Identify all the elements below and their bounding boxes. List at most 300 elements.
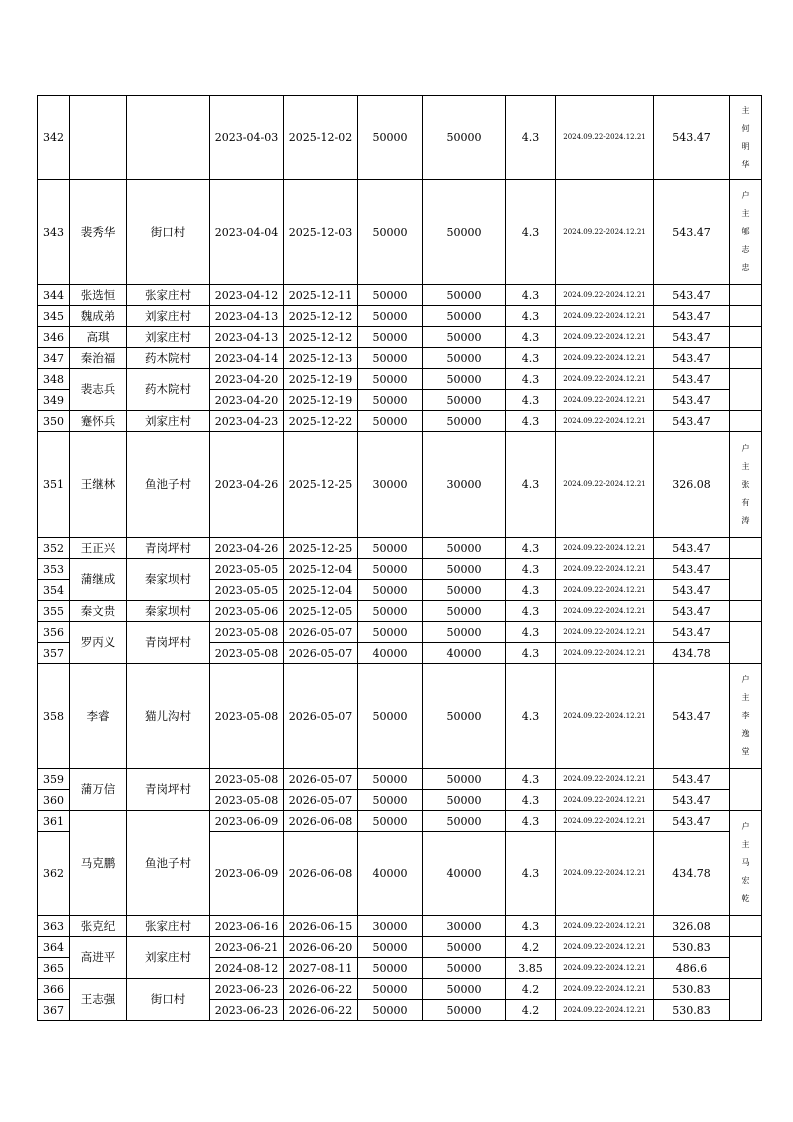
interest-period-cell: 2024.09.22-2024.12.21 xyxy=(556,832,654,916)
loan-balance-cell: 50000 xyxy=(423,411,506,432)
interest-amount-cell: 543.47 xyxy=(654,369,730,390)
loan-balance-cell: 50000 xyxy=(423,622,506,643)
remark-char: 何 xyxy=(741,123,750,133)
interest-amount-cell: 543.47 xyxy=(654,96,730,180)
table-row xyxy=(38,811,762,832)
interest-rate-cell: 4.3 xyxy=(506,790,556,811)
loan-amount-cell: 30000 xyxy=(358,916,423,937)
start-date-cell: 2023-05-05 xyxy=(210,580,284,601)
end-date-cell: 2025-12-13 xyxy=(284,348,358,369)
remark-char: 宏 xyxy=(741,876,750,885)
interest-period-cell: 2024.09.22-2024.12.21 xyxy=(556,601,654,622)
loan-balance-cell: 50000 xyxy=(423,369,506,390)
start-date-cell: 2023-06-09 xyxy=(210,811,284,832)
table-row xyxy=(38,937,762,958)
end-date-cell: 2025-12-22 xyxy=(284,411,358,432)
start-date-cell: 2024-08-12 xyxy=(210,958,284,979)
interest-rate-cell: 4.3 xyxy=(506,348,556,369)
interest-rate-cell: 4.3 xyxy=(506,916,556,937)
interest-period-cell: 2024.09.22-2024.12.21 xyxy=(556,979,654,1000)
interest-rate-cell: 4.3 xyxy=(506,538,556,559)
interest-amount-cell: 530.83 xyxy=(654,979,730,1000)
table-row xyxy=(38,285,762,306)
remark-char: 华 xyxy=(741,159,750,169)
end-date-cell: 2026-05-07 xyxy=(284,790,358,811)
interest-amount-cell: 434.78 xyxy=(654,643,730,664)
loan-amount-cell: 40000 xyxy=(358,832,423,916)
interest-rate-cell: 4.2 xyxy=(506,937,556,958)
interest-rate-cell: 4.3 xyxy=(506,180,556,285)
loan-balance-cell: 50000 xyxy=(423,538,506,559)
row-number-cell: 354 xyxy=(38,580,70,601)
loan-balance-cell: 50000 xyxy=(423,937,506,958)
start-date-cell: 2023-05-08 xyxy=(210,769,284,790)
interest-period-cell: 2024.09.22-2024.12.21 xyxy=(556,559,654,580)
interest-rate-cell: 4.3 xyxy=(506,811,556,832)
loan-amount-cell: 40000 xyxy=(358,643,423,664)
row-number-cell: 346 xyxy=(38,327,70,348)
row-number-cell: 360 xyxy=(38,790,70,811)
start-date-cell: 2023-05-06 xyxy=(210,601,284,622)
remark-cell xyxy=(730,306,762,327)
interest-rate-cell: 4.2 xyxy=(506,979,556,1000)
table-row xyxy=(38,369,762,390)
village-cell: 青岗坪村 xyxy=(127,622,210,664)
remark-cell xyxy=(730,979,762,1021)
remark-char: 主 xyxy=(741,840,750,849)
loan-amount-cell: 50000 xyxy=(358,559,423,580)
interest-rate-cell: 4.3 xyxy=(506,643,556,664)
end-date-cell: 2026-06-08 xyxy=(284,811,358,832)
loan-balance-cell: 50000 xyxy=(423,811,506,832)
remark-char: 涛 xyxy=(741,515,750,525)
interest-period-cell: 2024.09.22-2024.12.21 xyxy=(556,580,654,601)
loan-balance-cell: 50000 xyxy=(423,664,506,769)
village-cell: 药木院村 xyxy=(127,369,210,411)
start-date-cell: 2023-04-12 xyxy=(210,285,284,306)
remark-char: 主 xyxy=(741,209,750,218)
interest-amount-cell: 543.47 xyxy=(654,327,730,348)
borrower-name-cell: 蹇怀兵 xyxy=(70,411,127,432)
interest-period-cell: 2024.09.22-2024.12.21 xyxy=(556,327,654,348)
interest-amount-cell: 543.47 xyxy=(654,580,730,601)
table-row xyxy=(38,601,762,622)
loan-balance-cell: 30000 xyxy=(423,916,506,937)
table-row xyxy=(38,327,762,348)
interest-rate-cell: 4.3 xyxy=(506,769,556,790)
loan-amount-cell: 50000 xyxy=(358,811,423,832)
row-number-cell: 355 xyxy=(38,601,70,622)
village-cell: 刘家庄村 xyxy=(127,411,210,432)
row-number-cell: 347 xyxy=(38,348,70,369)
start-date-cell: 2023-05-08 xyxy=(210,643,284,664)
interest-amount-cell: 530.83 xyxy=(654,937,730,958)
loan-balance-cell: 50000 xyxy=(423,790,506,811)
remark-char: 主 xyxy=(741,105,750,115)
interest-rate-cell: 4.2 xyxy=(506,1000,556,1021)
remark-char: 户 xyxy=(741,191,750,200)
remark-char: 主 xyxy=(741,693,750,702)
end-date-cell: 2025-12-11 xyxy=(284,285,358,306)
interest-rate-cell: 4.3 xyxy=(506,664,556,769)
interest-rate-cell: 4.3 xyxy=(506,96,556,180)
start-date-cell: 2023-05-08 xyxy=(210,622,284,643)
interest-rate-cell: 4.3 xyxy=(506,306,556,327)
interest-rate-cell: 4.3 xyxy=(506,432,556,538)
interest-period-cell: 2024.09.22-2024.12.21 xyxy=(556,1000,654,1021)
village-cell: 张家庄村 xyxy=(127,285,210,306)
start-date-cell: 2023-04-04 xyxy=(210,180,284,285)
row-number-cell: 356 xyxy=(38,622,70,643)
borrower-name-cell: 王正兴 xyxy=(70,538,127,559)
remark-char: 户 xyxy=(741,675,750,684)
row-number-cell: 367 xyxy=(38,1000,70,1021)
borrower-name-cell: 蒲继成 xyxy=(70,559,127,601)
loan-balance-cell: 50000 xyxy=(423,306,506,327)
borrower-name-cell: 裴志兵 xyxy=(70,369,127,411)
end-date-cell: 2026-06-22 xyxy=(284,1000,358,1021)
interest-period-cell: 2024.09.22-2024.12.21 xyxy=(556,790,654,811)
table-row xyxy=(38,411,762,432)
loan-amount-cell: 50000 xyxy=(358,96,423,180)
table-row xyxy=(38,916,762,937)
village-cell: 猫儿沟村 xyxy=(127,664,210,769)
end-date-cell: 2025-12-19 xyxy=(284,390,358,411)
loan-amount-cell: 50000 xyxy=(358,664,423,769)
loan-balance-cell: 40000 xyxy=(423,832,506,916)
loan-amount-cell: 50000 xyxy=(358,1000,423,1021)
interest-rate-cell: 4.3 xyxy=(506,285,556,306)
start-date-cell: 2023-06-16 xyxy=(210,916,284,937)
remark-cell xyxy=(730,622,762,664)
end-date-cell: 2026-06-15 xyxy=(284,916,358,937)
village-cell: 青岗坪村 xyxy=(127,538,210,559)
village-cell: 鱼池子村 xyxy=(127,811,210,916)
remark-char: 有 xyxy=(741,497,750,507)
borrower-name-cell: 张选恒 xyxy=(70,285,127,306)
row-number-cell: 357 xyxy=(38,643,70,664)
loan-balance-cell: 40000 xyxy=(423,643,506,664)
remark-cell xyxy=(730,811,762,916)
loan-balance-cell: 50000 xyxy=(423,180,506,285)
remark-char: 乾 xyxy=(741,894,750,903)
table-body xyxy=(38,96,762,1021)
loan-amount-cell: 50000 xyxy=(358,327,423,348)
loan-amount-cell: 50000 xyxy=(358,622,423,643)
loan-amount-cell: 50000 xyxy=(358,958,423,979)
end-date-cell: 2027-08-11 xyxy=(284,958,358,979)
interest-rate-cell: 4.3 xyxy=(506,559,556,580)
table-row xyxy=(38,622,762,643)
row-number-cell: 343 xyxy=(38,180,70,285)
row-number-cell: 349 xyxy=(38,390,70,411)
remark-cell xyxy=(730,664,762,769)
interest-period-cell: 2024.09.22-2024.12.21 xyxy=(556,538,654,559)
start-date-cell: 2023-06-09 xyxy=(210,832,284,916)
loan-amount-cell: 50000 xyxy=(358,979,423,1000)
loan-balance-cell: 30000 xyxy=(423,432,506,538)
row-number-cell: 353 xyxy=(38,559,70,580)
interest-amount-cell: 543.47 xyxy=(654,790,730,811)
village-cell: 街口村 xyxy=(127,180,210,285)
interest-rate-cell: 4.3 xyxy=(506,390,556,411)
loan-amount-cell: 50000 xyxy=(358,769,423,790)
interest-rate-cell: 4.3 xyxy=(506,369,556,390)
village-cell: 药木院村 xyxy=(127,348,210,369)
loan-amount-cell: 50000 xyxy=(358,601,423,622)
interest-period-cell: 2024.09.22-2024.12.21 xyxy=(556,664,654,769)
start-date-cell: 2023-04-26 xyxy=(210,432,284,538)
end-date-cell: 2026-06-20 xyxy=(284,937,358,958)
table-row xyxy=(38,180,762,285)
borrower-name-cell: 张克纪 xyxy=(70,916,127,937)
borrower-name-cell: 罗丙义 xyxy=(70,622,127,664)
interest-period-cell: 2024.09.22-2024.12.21 xyxy=(556,285,654,306)
end-date-cell: 2025-12-05 xyxy=(284,601,358,622)
row-number-cell: 364 xyxy=(38,937,70,958)
start-date-cell: 2023-05-08 xyxy=(210,664,284,769)
borrower-name-cell: 秦治福 xyxy=(70,348,127,369)
loan-balance-cell: 50000 xyxy=(423,96,506,180)
remark-char: 志 xyxy=(741,245,750,254)
end-date-cell: 2026-05-07 xyxy=(284,769,358,790)
loan-amount-cell: 30000 xyxy=(358,432,423,538)
village-cell: 秦家坝村 xyxy=(127,601,210,622)
start-date-cell: 2023-04-20 xyxy=(210,369,284,390)
interest-period-cell: 2024.09.22-2024.12.21 xyxy=(556,916,654,937)
table-row xyxy=(38,96,762,180)
interest-amount-cell: 543.47 xyxy=(654,538,730,559)
interest-period-cell: 2024.09.22-2024.12.21 xyxy=(556,369,654,390)
row-number-cell: 344 xyxy=(38,285,70,306)
interest-period-cell: 2024.09.22-2024.12.21 xyxy=(556,390,654,411)
loan-balance-cell: 50000 xyxy=(423,327,506,348)
table-row xyxy=(38,664,762,769)
end-date-cell: 2025-12-03 xyxy=(284,180,358,285)
end-date-cell: 2026-06-08 xyxy=(284,832,358,916)
loan-amount-cell: 50000 xyxy=(358,580,423,601)
loan-amount-cell: 50000 xyxy=(358,937,423,958)
loan-balance-cell: 50000 xyxy=(423,1000,506,1021)
interest-amount-cell: 543.47 xyxy=(654,306,730,327)
interest-amount-cell: 543.47 xyxy=(654,411,730,432)
remark-cell xyxy=(730,96,762,180)
end-date-cell: 2026-05-07 xyxy=(284,643,358,664)
loan-amount-cell: 50000 xyxy=(358,369,423,390)
start-date-cell: 2023-05-05 xyxy=(210,559,284,580)
interest-rate-cell: 4.3 xyxy=(506,832,556,916)
interest-period-cell: 2024.09.22-2024.12.21 xyxy=(556,622,654,643)
table-row xyxy=(38,769,762,790)
row-number-cell: 348 xyxy=(38,369,70,390)
remark-cell xyxy=(730,916,762,937)
remark-char: 忠 xyxy=(741,263,750,272)
village-cell: 张家庄村 xyxy=(127,916,210,937)
start-date-cell: 2023-04-03 xyxy=(210,96,284,180)
interest-period-cell: 2024.09.22-2024.12.21 xyxy=(556,769,654,790)
remark-cell xyxy=(730,369,762,411)
remark-cell xyxy=(730,285,762,306)
remark-cell xyxy=(730,432,762,538)
village-cell: 刘家庄村 xyxy=(127,327,210,348)
interest-amount-cell: 543.47 xyxy=(654,180,730,285)
loan-amount-cell: 50000 xyxy=(358,790,423,811)
table-row xyxy=(38,306,762,327)
end-date-cell: 2025-12-19 xyxy=(284,369,358,390)
interest-amount-cell: 543.47 xyxy=(654,811,730,832)
interest-amount-cell: 543.47 xyxy=(654,285,730,306)
remark-cell xyxy=(730,538,762,559)
interest-amount-cell: 530.83 xyxy=(654,1000,730,1021)
start-date-cell: 2023-04-14 xyxy=(210,348,284,369)
loan-amount-cell: 50000 xyxy=(358,348,423,369)
remark-cell xyxy=(730,937,762,979)
interest-amount-cell: 543.47 xyxy=(654,601,730,622)
table-row xyxy=(38,348,762,369)
start-date-cell: 2023-04-13 xyxy=(210,306,284,327)
remark-cell xyxy=(730,769,762,811)
loan-amount-cell: 50000 xyxy=(358,306,423,327)
village-cell: 街口村 xyxy=(127,979,210,1021)
start-date-cell: 2023-06-21 xyxy=(210,937,284,958)
row-number-cell: 342 xyxy=(38,96,70,180)
row-number-cell: 363 xyxy=(38,916,70,937)
remark-char: 堂 xyxy=(741,747,750,756)
interest-rate-cell: 4.3 xyxy=(506,327,556,348)
interest-period-cell: 2024.09.22-2024.12.21 xyxy=(556,306,654,327)
loan-balance-cell: 50000 xyxy=(423,580,506,601)
loan-amount-cell: 50000 xyxy=(358,285,423,306)
remark-cell xyxy=(730,601,762,622)
interest-period-cell: 2024.09.22-2024.12.21 xyxy=(556,958,654,979)
start-date-cell: 2023-04-20 xyxy=(210,390,284,411)
interest-amount-cell: 326.08 xyxy=(654,916,730,937)
village-cell: 青岗坪村 xyxy=(127,769,210,811)
end-date-cell: 2025-12-25 xyxy=(284,432,358,538)
borrower-name-cell xyxy=(70,96,127,180)
remark-cell xyxy=(730,180,762,285)
remark-char: 郇 xyxy=(741,227,750,236)
start-date-cell: 2023-06-23 xyxy=(210,1000,284,1021)
loan-balance-cell: 50000 xyxy=(423,285,506,306)
interest-rate-cell: 4.3 xyxy=(506,601,556,622)
interest-period-cell: 2024.09.22-2024.12.21 xyxy=(556,411,654,432)
row-number-cell: 352 xyxy=(38,538,70,559)
row-number-cell: 351 xyxy=(38,432,70,538)
row-number-cell: 345 xyxy=(38,306,70,327)
remark-char: 逸 xyxy=(741,729,750,738)
start-date-cell: 2023-04-26 xyxy=(210,538,284,559)
interest-period-cell: 2024.09.22-2024.12.21 xyxy=(556,96,654,180)
interest-period-cell: 2024.09.22-2024.12.21 xyxy=(556,348,654,369)
village-cell: 刘家庄村 xyxy=(127,937,210,979)
interest-amount-cell: 543.47 xyxy=(654,769,730,790)
borrower-name-cell: 蒲万信 xyxy=(70,769,127,811)
end-date-cell: 2025-12-04 xyxy=(284,559,358,580)
remark-char: 户 xyxy=(741,443,750,453)
borrower-name-cell: 李睿 xyxy=(70,664,127,769)
interest-period-cell: 2024.09.22-2024.12.21 xyxy=(556,432,654,538)
end-date-cell: 2025-12-12 xyxy=(284,327,358,348)
village-cell: 秦家坝村 xyxy=(127,559,210,601)
loan-balance-cell: 50000 xyxy=(423,601,506,622)
village-cell: 刘家庄村 xyxy=(127,306,210,327)
start-date-cell: 2023-06-23 xyxy=(210,979,284,1000)
row-number-cell: 350 xyxy=(38,411,70,432)
village-cell xyxy=(127,96,210,180)
interest-amount-cell: 543.47 xyxy=(654,622,730,643)
interest-period-cell: 2024.09.22-2024.12.21 xyxy=(556,643,654,664)
loan-balance-cell: 50000 xyxy=(423,348,506,369)
remark-char: 明 xyxy=(741,141,750,151)
remark-char: 张 xyxy=(741,479,750,489)
village-cell: 鱼池子村 xyxy=(127,432,210,538)
row-number-cell: 365 xyxy=(38,958,70,979)
interest-amount-cell: 326.08 xyxy=(654,432,730,538)
interest-amount-cell: 543.47 xyxy=(654,664,730,769)
remark-char: 马 xyxy=(741,858,750,867)
table-row xyxy=(38,559,762,580)
remark-char: 户 xyxy=(741,822,750,831)
loan-balance-cell: 50000 xyxy=(423,958,506,979)
interest-amount-cell: 486.6 xyxy=(654,958,730,979)
borrower-name-cell: 王志强 xyxy=(70,979,127,1021)
remark-cell xyxy=(730,411,762,432)
end-date-cell: 2025-12-25 xyxy=(284,538,358,559)
borrower-name-cell: 魏成弟 xyxy=(70,306,127,327)
interest-period-cell: 2024.09.22-2024.12.21 xyxy=(556,180,654,285)
row-number-cell: 361 xyxy=(38,811,70,832)
interest-rate-cell: 4.3 xyxy=(506,411,556,432)
interest-amount-cell: 543.47 xyxy=(654,559,730,580)
row-number-cell: 366 xyxy=(38,979,70,1000)
interest-period-cell: 2024.09.22-2024.12.21 xyxy=(556,937,654,958)
loan-amount-cell: 50000 xyxy=(358,180,423,285)
loan-balance-cell: 50000 xyxy=(423,390,506,411)
row-number-cell: 359 xyxy=(38,769,70,790)
loan-balance-cell: 50000 xyxy=(423,979,506,1000)
end-date-cell: 2025-12-02 xyxy=(284,96,358,180)
borrower-name-cell: 高进平 xyxy=(70,937,127,979)
end-date-cell: 2026-05-07 xyxy=(284,622,358,643)
interest-amount-cell: 543.47 xyxy=(654,390,730,411)
end-date-cell: 2026-06-22 xyxy=(284,979,358,1000)
start-date-cell: 2023-04-23 xyxy=(210,411,284,432)
loan-balance-cell: 50000 xyxy=(423,559,506,580)
interest-rate-cell: 4.3 xyxy=(506,580,556,601)
loan-amount-cell: 50000 xyxy=(358,538,423,559)
end-date-cell: 2025-12-04 xyxy=(284,580,358,601)
remark-cell xyxy=(730,327,762,348)
row-number-cell: 362 xyxy=(38,832,70,916)
remark-char: 李 xyxy=(741,711,750,720)
borrower-name-cell: 王继林 xyxy=(70,432,127,538)
table-row xyxy=(38,538,762,559)
end-date-cell: 2026-05-07 xyxy=(284,664,358,769)
loan-amount-cell: 50000 xyxy=(358,411,423,432)
remark-char: 主 xyxy=(741,461,750,471)
row-number-cell: 358 xyxy=(38,664,70,769)
borrower-name-cell: 裴秀华 xyxy=(70,180,127,285)
interest-rate-cell: 3.85 xyxy=(506,958,556,979)
loan-table xyxy=(37,95,762,1021)
borrower-name-cell: 高琪 xyxy=(70,327,127,348)
end-date-cell: 2025-12-12 xyxy=(284,306,358,327)
remark-cell xyxy=(730,559,762,601)
borrower-name-cell: 秦文贵 xyxy=(70,601,127,622)
table-row xyxy=(38,979,762,1000)
remark-cell xyxy=(730,348,762,369)
